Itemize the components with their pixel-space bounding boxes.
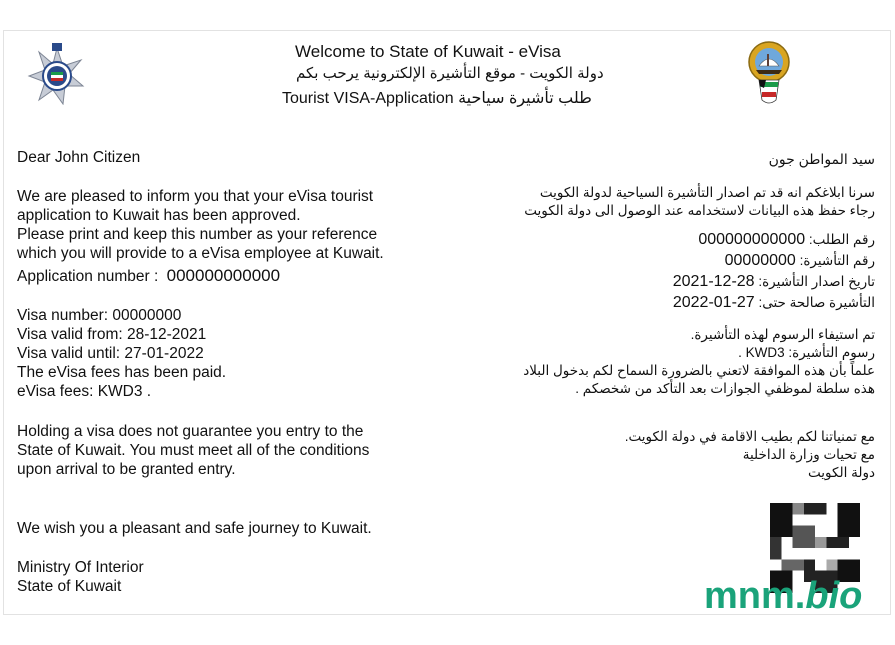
header-subtitle xyxy=(282,88,592,108)
application-number-label-ar: رقم الطلب: xyxy=(808,232,875,247)
fees-line-ar: علماً بأن هذه الموافقة لاتعني بالضرورة السماح لكم بدخول البلاد xyxy=(523,363,875,378)
approval-line: We are pleased to inform you that your eVisa tourist xyxy=(17,188,374,205)
visa-details-en xyxy=(17,306,226,401)
visa-number-label-ar: رقم التأشيرة: xyxy=(799,253,875,268)
entry-notice-line: Holding a visa does not guarantee you entry to the xyxy=(17,423,364,440)
header-subtitle-en: Tourist VISA-Application xyxy=(282,90,454,107)
approval-line: application to Kuwait has been approved. xyxy=(17,207,301,224)
state-name: State of Kuwait xyxy=(17,578,122,595)
fees-paid-text: The eVisa fees has been paid. xyxy=(17,364,227,381)
approval-line: Please print and keep this number as your reference xyxy=(17,226,378,243)
issue-date-row-ar xyxy=(673,271,875,292)
approval-paragraph-en xyxy=(17,187,384,263)
visa-valid-until: Visa valid until: 27-01-2022 xyxy=(17,345,204,362)
greeting-ar: سيد المواطن جون xyxy=(768,151,875,167)
fees-line-ar: هذه سلطة لموظفي الجوازات بعد التأكد من شخصكم . xyxy=(575,381,875,396)
header-title-en: Welcome to State of Kuwait - eVisa xyxy=(295,42,561,61)
issue-date-label-ar: تاريخ اصدار التأشيرة: xyxy=(758,274,875,289)
police-emblem-icon xyxy=(26,43,88,105)
approval-line-ar: رجاء حفظ هذه البيانات لاستخدامه عند الوصول الى دولة الكويت xyxy=(524,203,875,218)
approval-line: which you will provide to a eVisa employee at Kuwait. xyxy=(17,245,384,262)
visa-details-ar xyxy=(673,229,875,313)
entry-notice-line: upon arrival to be granted entry. xyxy=(17,461,236,478)
valid-date-value-ar: 2022-01-27 xyxy=(672,294,755,311)
approval-line-ar: سرنا ابلاغكم انه قد تم اصدار التأشيرة السياحية لدولة الكويت xyxy=(539,185,875,200)
evisa-fees: eVisa fees: KWD3 . xyxy=(17,383,152,400)
application-number-value-ar: 000000000000 xyxy=(698,231,806,248)
application-number-row-en xyxy=(17,266,280,286)
issue-date-value-ar: 2021-12-28 xyxy=(672,273,755,290)
visa-number-row-ar xyxy=(673,250,875,271)
wish-line-ar: دولة الكويت xyxy=(808,465,875,480)
visa-number-value-ar: 00000000 xyxy=(724,252,796,269)
watermark-logo: mnm.bio xyxy=(704,575,863,617)
ministry-name: Ministry Of Interior xyxy=(17,559,144,576)
application-number-value: 000000000000 xyxy=(166,266,281,285)
wish-line-ar: مع تحيات وزارة الداخلية xyxy=(742,447,875,462)
wish-line-ar: مع تمنياتنا لكم بطيب الاقامة في دولة الكويت. xyxy=(624,429,875,444)
signature-block-en xyxy=(17,558,144,596)
header-subtitle-ar: طلب تأشيرة سياحية xyxy=(458,90,592,107)
kuwait-coat-of-arms-icon xyxy=(746,40,792,106)
entry-notice-en xyxy=(17,422,369,479)
valid-date-label-ar: التأشيرة صالحة حتى: xyxy=(758,295,875,310)
visa-valid-from: Visa valid from: 28-12-2021 xyxy=(17,326,207,343)
application-number-row-ar xyxy=(673,229,875,250)
wish-text-en: We wish you a pleasant and safe journey to Kuwait. xyxy=(17,520,372,537)
visa-number: Visa number: 00000000 xyxy=(17,307,182,324)
entry-notice-line: State of Kuwait. You must meet all of the conditions xyxy=(17,442,370,459)
application-number-label: Application number : xyxy=(17,268,159,285)
wish-paragraph-ar xyxy=(625,428,875,482)
approval-paragraph-ar xyxy=(524,184,875,220)
valid-date-row-ar xyxy=(673,292,875,313)
fees-line-ar: تم استيفاء الرسوم لهذه التأشيرة. xyxy=(690,327,875,342)
fees-paragraph-ar xyxy=(523,326,875,398)
header-title-ar: دولة الكويت - موقع التأشيرة الإلكترونية يرحب بكم xyxy=(296,65,604,82)
fees-line-ar: رسوم التأشيرة: KWD3 . xyxy=(738,345,875,360)
greeting-en: Dear John Citizen xyxy=(17,149,141,166)
